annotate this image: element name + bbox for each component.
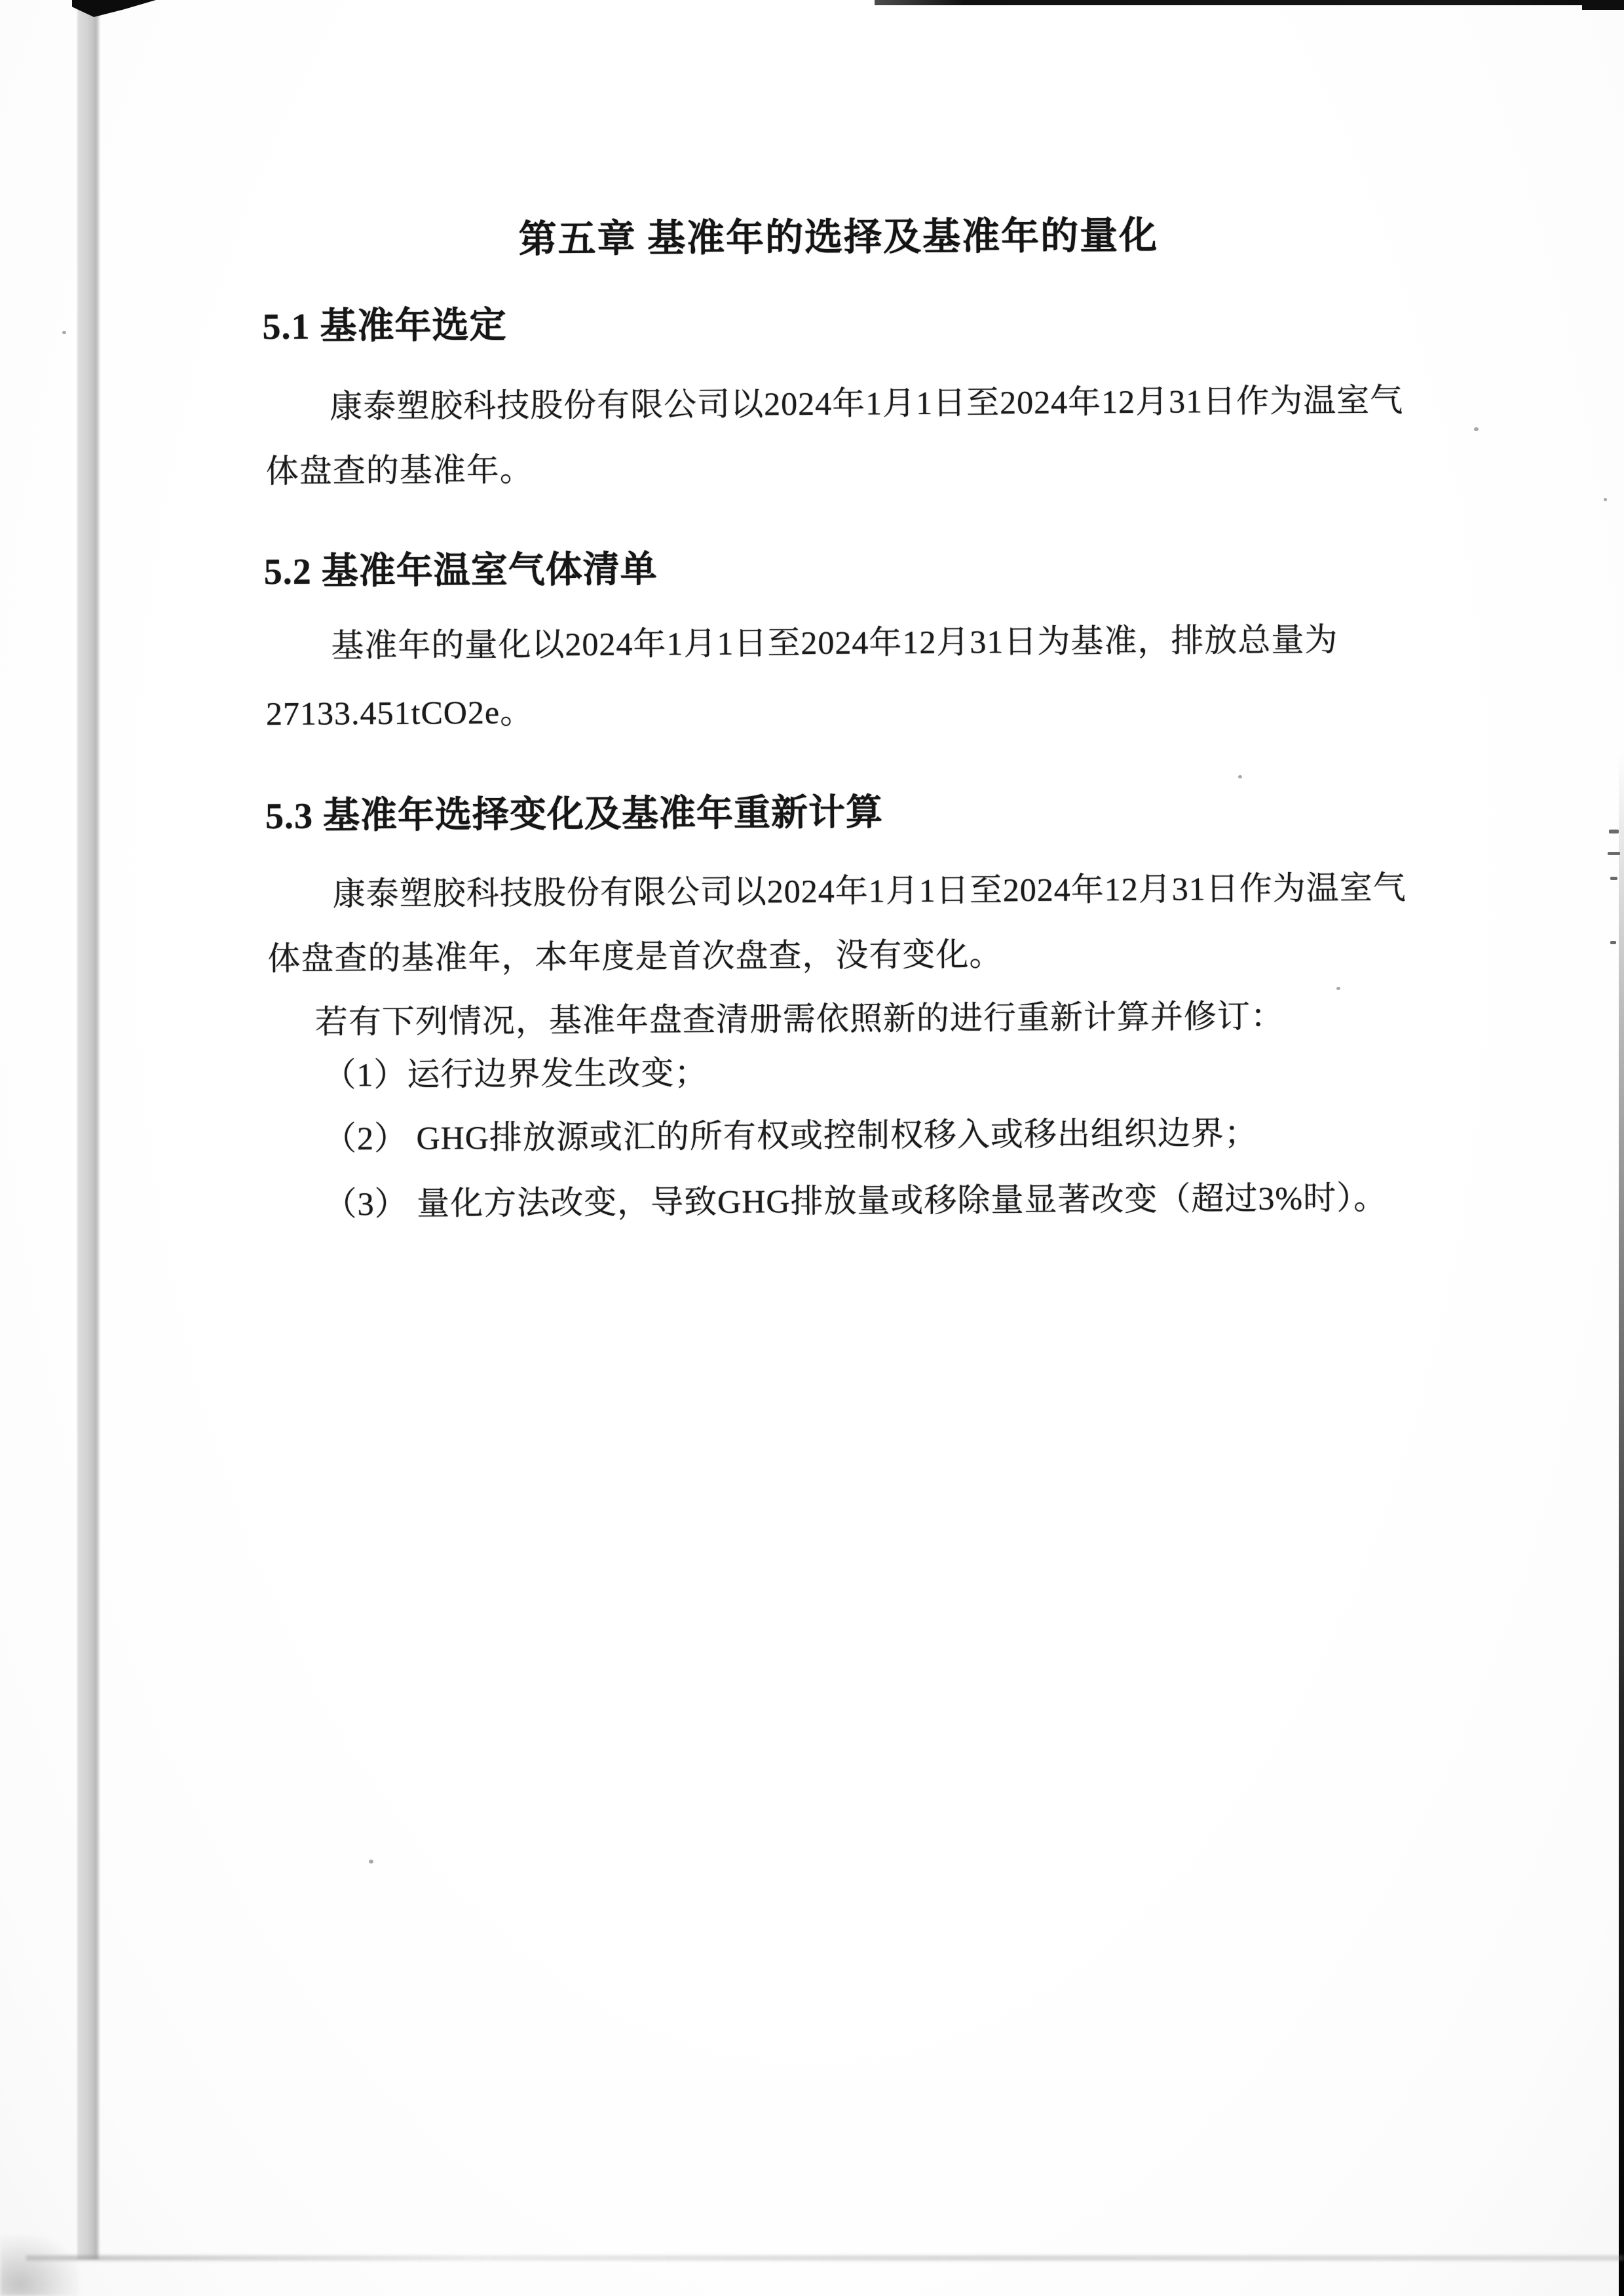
section-5-3-list-item: （1）运行边界发生改变；: [323, 1054, 708, 1094]
section-5-3-list-item: （3） 量化方法改变，导致GHG排放量或移除量显著改变（超过3%时）。: [324, 1179, 1388, 1223]
section-5-1-heading: 5.1 基准年选定: [262, 305, 507, 348]
scan-right-edge-mark: [1610, 941, 1616, 944]
scan-right-edge-mark: [1608, 852, 1620, 855]
section-5-3-paragraph-line: 体盘查的基准年，本年度是首次盘查，没有变化。: [267, 936, 1003, 978]
scan-speck: [1238, 775, 1242, 778]
section-5-2-paragraph-line: 27133.451tCO2e。: [265, 693, 534, 733]
scan-right-edge-mark: [1609, 830, 1619, 833]
section-5-3-heading: 5.3 基准年选择变化及基准年重新计算: [265, 792, 884, 837]
scan-bottom-smudge-line: [26, 2255, 1624, 2261]
section-5-3-list-item: （2） GHG排放源或汇的所有权或控制权移入或移出组织边界；: [323, 1114, 1258, 1157]
section-5-1-paragraph-line: 康泰塑胶科技股份有限公司以2024年1月1日至2024年12月31日作为温室气: [330, 381, 1404, 425]
scan-speck: [62, 331, 66, 334]
scan-speck: [1474, 427, 1479, 431]
scan-left-edge-band: [77, 0, 100, 2259]
section-5-3-paragraph-line: 若有下列情况，基准年盘查清册需依照新的进行重新计算并修订：: [314, 997, 1285, 1041]
scan-bottom-left-blob: [0, 2236, 79, 2296]
scan-top-edge-strip: [875, 0, 1624, 5]
section-5-2-heading: 5.2 基准年温室气体清单: [263, 549, 658, 593]
section-5-1-paragraph-line: 体盘查的基准年。: [265, 451, 533, 490]
scan-right-edge-bar: [1619, 754, 1624, 2296]
scan-speck: [369, 1860, 373, 1864]
scan-speck: [1336, 987, 1340, 990]
section-5-2-paragraph-line: 基准年的量化以2024年1月1日至2024年12月31日为基准，排放总量为: [331, 621, 1338, 664]
scan-right-edge-mark: [1610, 877, 1617, 880]
section-5-3-paragraph-line: 康泰塑胶科技股份有限公司以2024年1月1日至2024年12月31日作为温室气: [332, 869, 1407, 913]
chapter-title: 第五章 基准年的选择及基准年的量化: [518, 214, 1159, 261]
scan-speck: [1604, 498, 1607, 501]
scan-top-right-corner-strip: [1582, 0, 1624, 10]
